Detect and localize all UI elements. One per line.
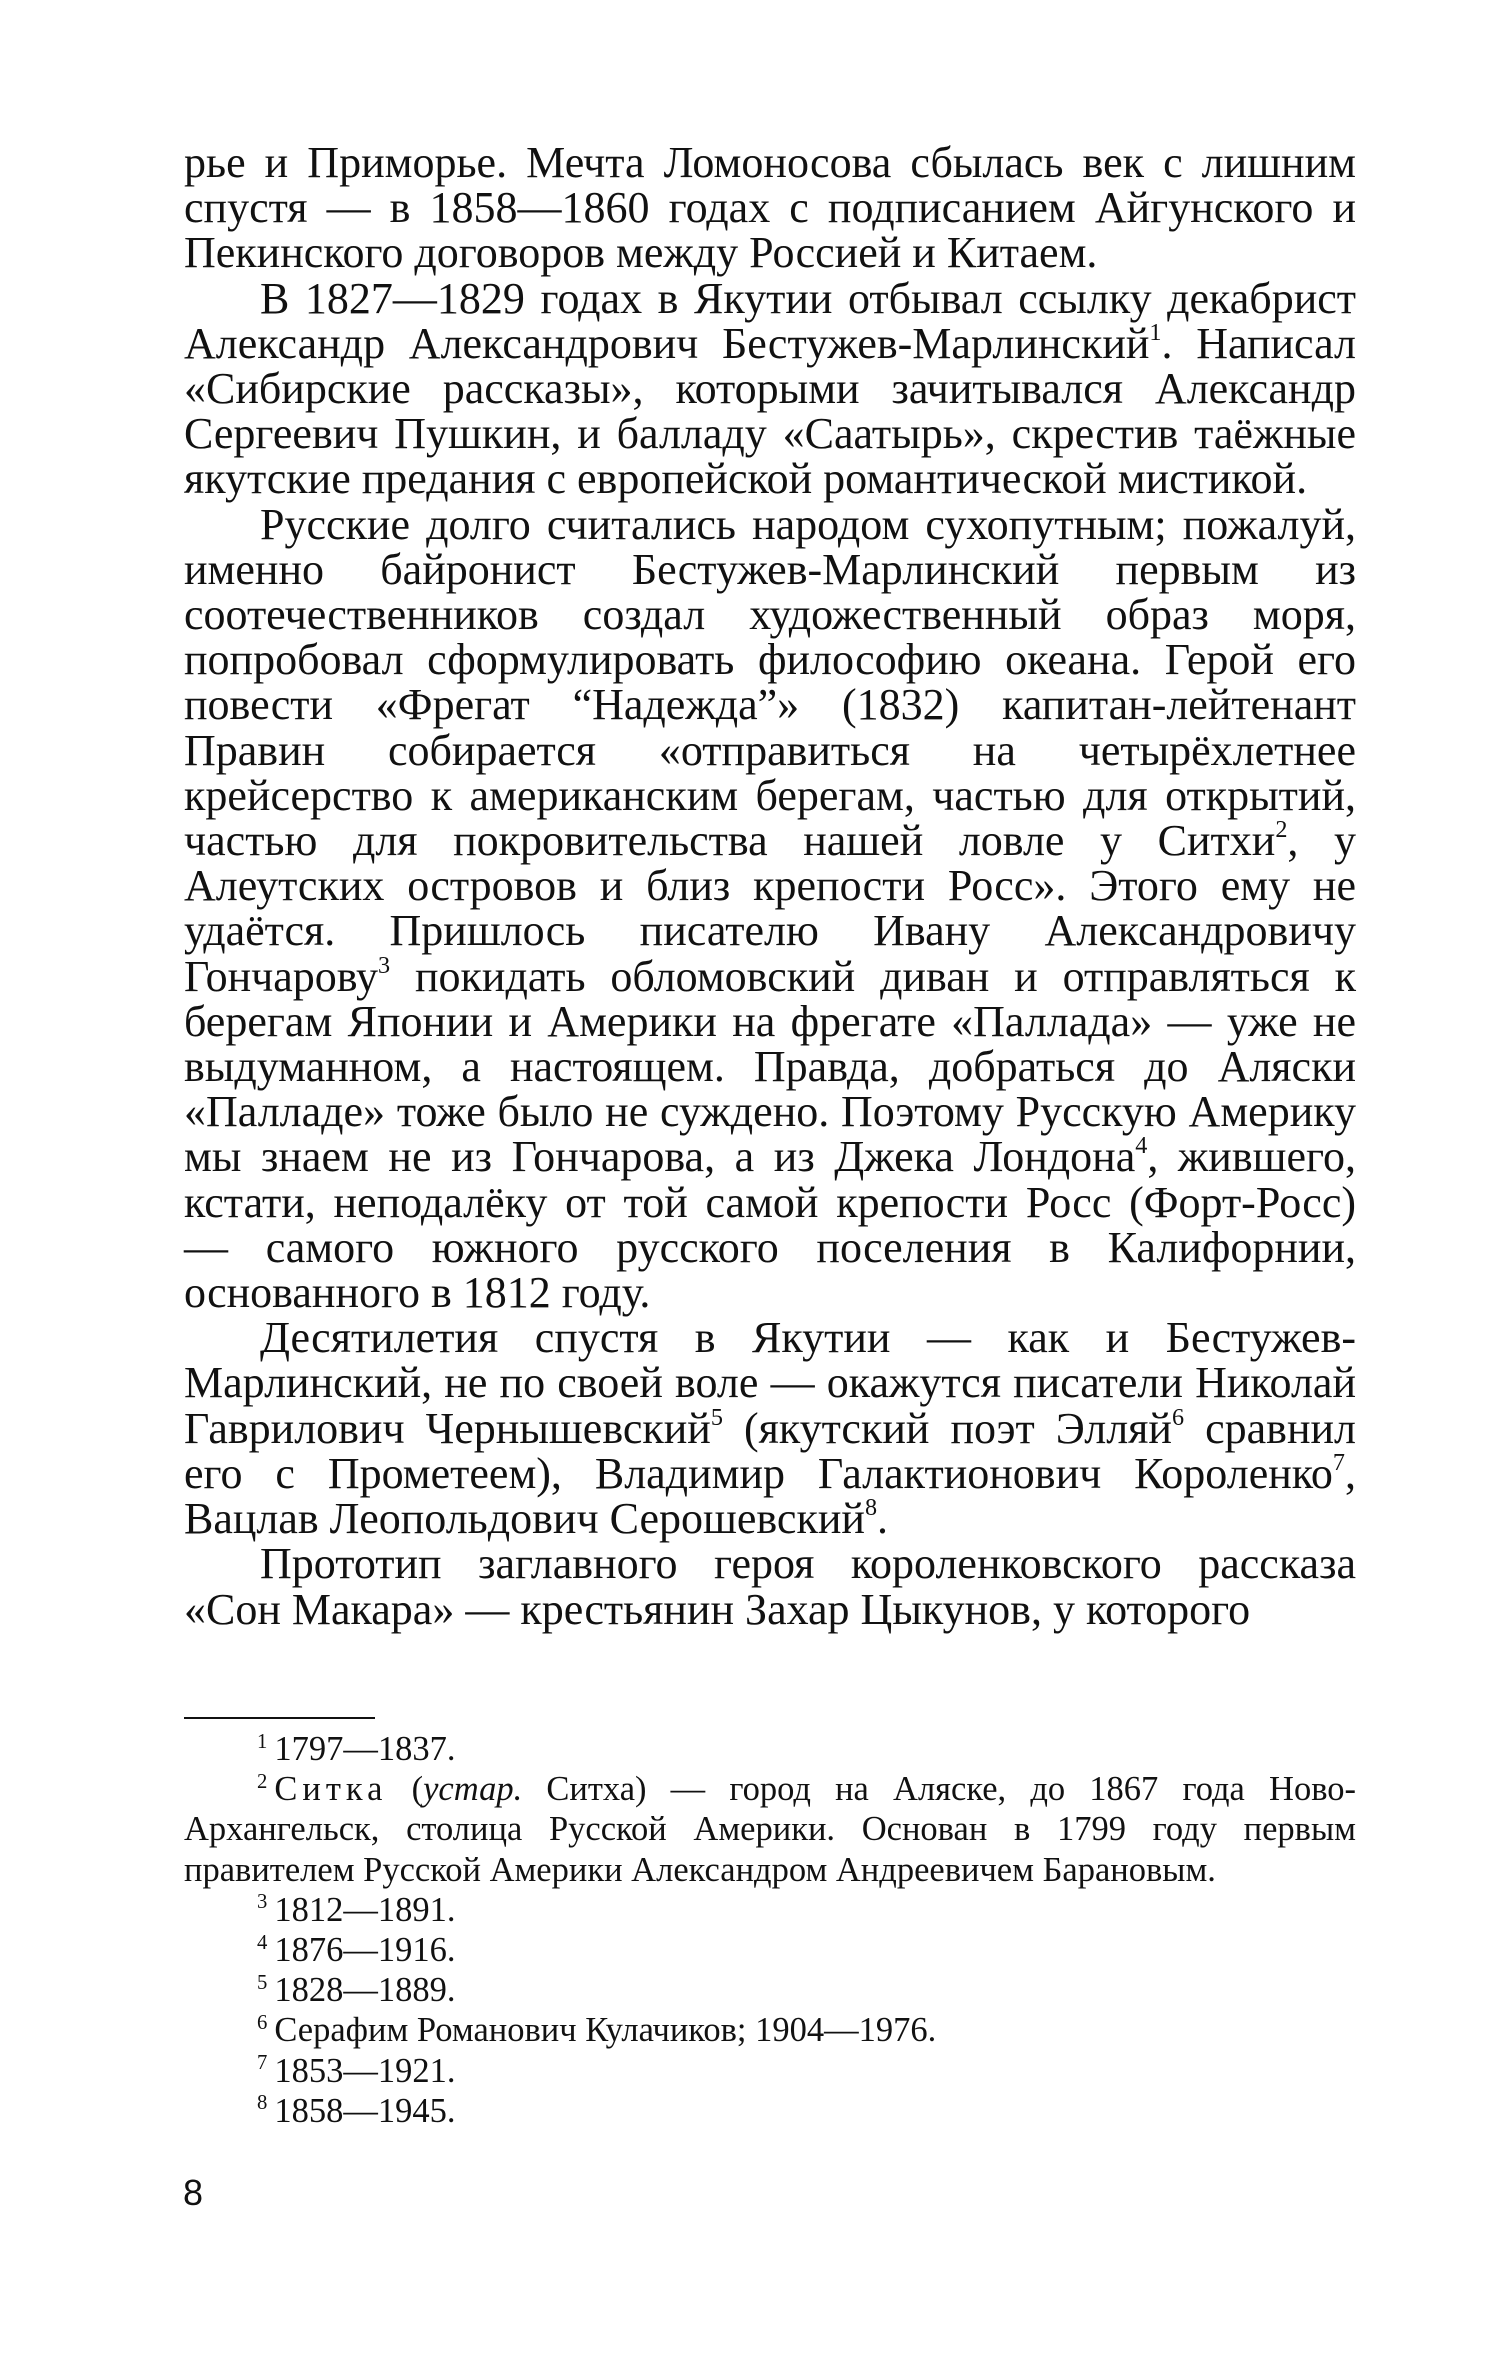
spaced-term: Ситка	[274, 1770, 388, 1809]
text-run: .	[877, 1494, 889, 1544]
book-page-body	[184, 140, 1356, 1632]
footnote	[184, 1890, 1356, 1930]
footnote-separator	[184, 1717, 375, 1719]
text-run: 1797—1837.	[274, 1730, 456, 1768]
footnote-marker: 6	[1171, 1403, 1185, 1431]
footnote-number: 2	[257, 1770, 268, 1793]
text-run: рье и Приморье. Мечта Ломоносова сбылась век с лишним спустя — в 1858—1860 годах с подписанием Айгунского и Пекинского договоров между Россией и Китаем.	[184, 138, 1356, 278]
text-run: Серафим Романович Кулачиков; 1904—1976.	[274, 2011, 937, 2050]
footnote-marker: 7	[1332, 1448, 1345, 1476]
footnotes	[184, 1729, 1356, 2131]
footnote-marker: 2	[1275, 815, 1288, 843]
paragraph	[184, 273, 1356, 504]
page-number: 8	[183, 2172, 204, 2213]
footnote-marker: 3	[378, 951, 391, 979]
paragraph	[184, 140, 1356, 276]
footnote-number: 5	[257, 1971, 268, 1994]
text-run: (	[387, 1770, 424, 1809]
footnote	[184, 2051, 1356, 2091]
text-run: 1853—1921.	[274, 2051, 456, 2090]
footnote-number: 1	[257, 1730, 268, 1753]
footnote-number: 7	[257, 2052, 268, 2075]
italic-text: устар.	[423, 1770, 523, 1809]
footnote-number: 8	[257, 2092, 268, 2115]
text-run: Ситха) — город на Аляске, до 1867 года Ново-Архангельск, столица Русской Америки. Основан в 1799 году первым правителем Русской Америки Александром Андреевичем Барановым.	[184, 1770, 1356, 1889]
text-run: Русские долго считались народом сухопутным; пожалуй, именно байронист Бестужев-Марлинский первым из соотечественников создал художественный образ моря, попробовал сформулировать философию океана. Герой его повести «Фрегат “Надежда”» (1832) капитан-лейтенант Правин собирается «отправиться на четырёхлетнее крейсерство к американским берегам, частью для открытий, частью для покровительства нашей ловле у Ситхи	[184, 499, 1356, 866]
text-run: Десятилетия спустя в Якутии — как и Бестужев-Марлинский, не по своей воле — окажутся писатели Николай Гаврилович Чернышевский	[184, 1313, 1356, 1453]
text-run: Прототип заглавного героя короленковского рассказа «Сон Макара» — крестьянин Захар Цыкунов, у которого	[184, 1539, 1356, 1634]
text-run: , Вацлав Леопольдович Серошевский	[184, 1448, 1356, 1544]
footnote-number: 4	[257, 1931, 268, 1954]
footnote	[184, 1729, 1356, 1769]
footnote-marker: 8	[864, 1493, 878, 1521]
text-run: В 1827—1829 годах в Якутии отбывал ссылку декабрист Александр Александрович Бестужев-Марлинский	[184, 273, 1356, 368]
text-run: 1828—1889.	[274, 1971, 456, 2010]
main-text	[184, 140, 1356, 1632]
text-run: 1858—1945.	[274, 2091, 456, 2130]
paragraph	[184, 1313, 1356, 1544]
footnote	[184, 1930, 1356, 1970]
footnote-number: 3	[257, 1891, 268, 1914]
text-run: покидать обломовский диван и отправляться к берегам Японии и Америки на фрегате «Паллада» — уже не выдуманном, а настоящем. Правда, добраться до Аляски «Палладе» тоже было не суждено. Поэтому Русскую Америку мы знаем не из Гончарова, а из Джека Лондона	[184, 951, 1356, 1182]
footnote	[184, 1970, 1356, 2010]
text-run: , жившего, кстати, неподалёку от той самой крепости Росс (Форт-Росс) — самого южного русского поселения в Калифорнии, основанного в 1812 году.	[184, 1132, 1356, 1318]
text-run: . Написал «Сибирские рассказы», которыми зачитывался Александр Сергеевич Пушкин, и балладу «Саатырь», скрестив таёжные якутские предания с европейской романтической мистикой.	[184, 318, 1356, 504]
text-run: , у Алеутских островов и близ крепости Росс». Этого ему не удаётся. Пришлось писателю Ивану Александровичу Гончарову	[184, 816, 1356, 1001]
footnote-marker: 4	[1135, 1132, 1148, 1160]
footnote	[184, 1769, 1356, 1890]
paragraph	[184, 499, 1356, 1318]
paragraph	[184, 1539, 1356, 1634]
footnote-number: 6	[257, 2012, 268, 2035]
text-run: 1876—1916.	[274, 1931, 456, 1970]
text-run: сравнил его с Прометеем), Владимир Галактионович Короленко	[184, 1403, 1356, 1498]
footnote-marker: 5	[710, 1403, 723, 1431]
text-run: (якутский поэт Элляй	[722, 1403, 1172, 1453]
text-run: 1812—1891.	[274, 1890, 456, 1929]
footnote	[184, 2091, 1356, 2131]
footnote	[184, 2010, 1356, 2050]
footnote-marker: 1	[1149, 318, 1162, 346]
